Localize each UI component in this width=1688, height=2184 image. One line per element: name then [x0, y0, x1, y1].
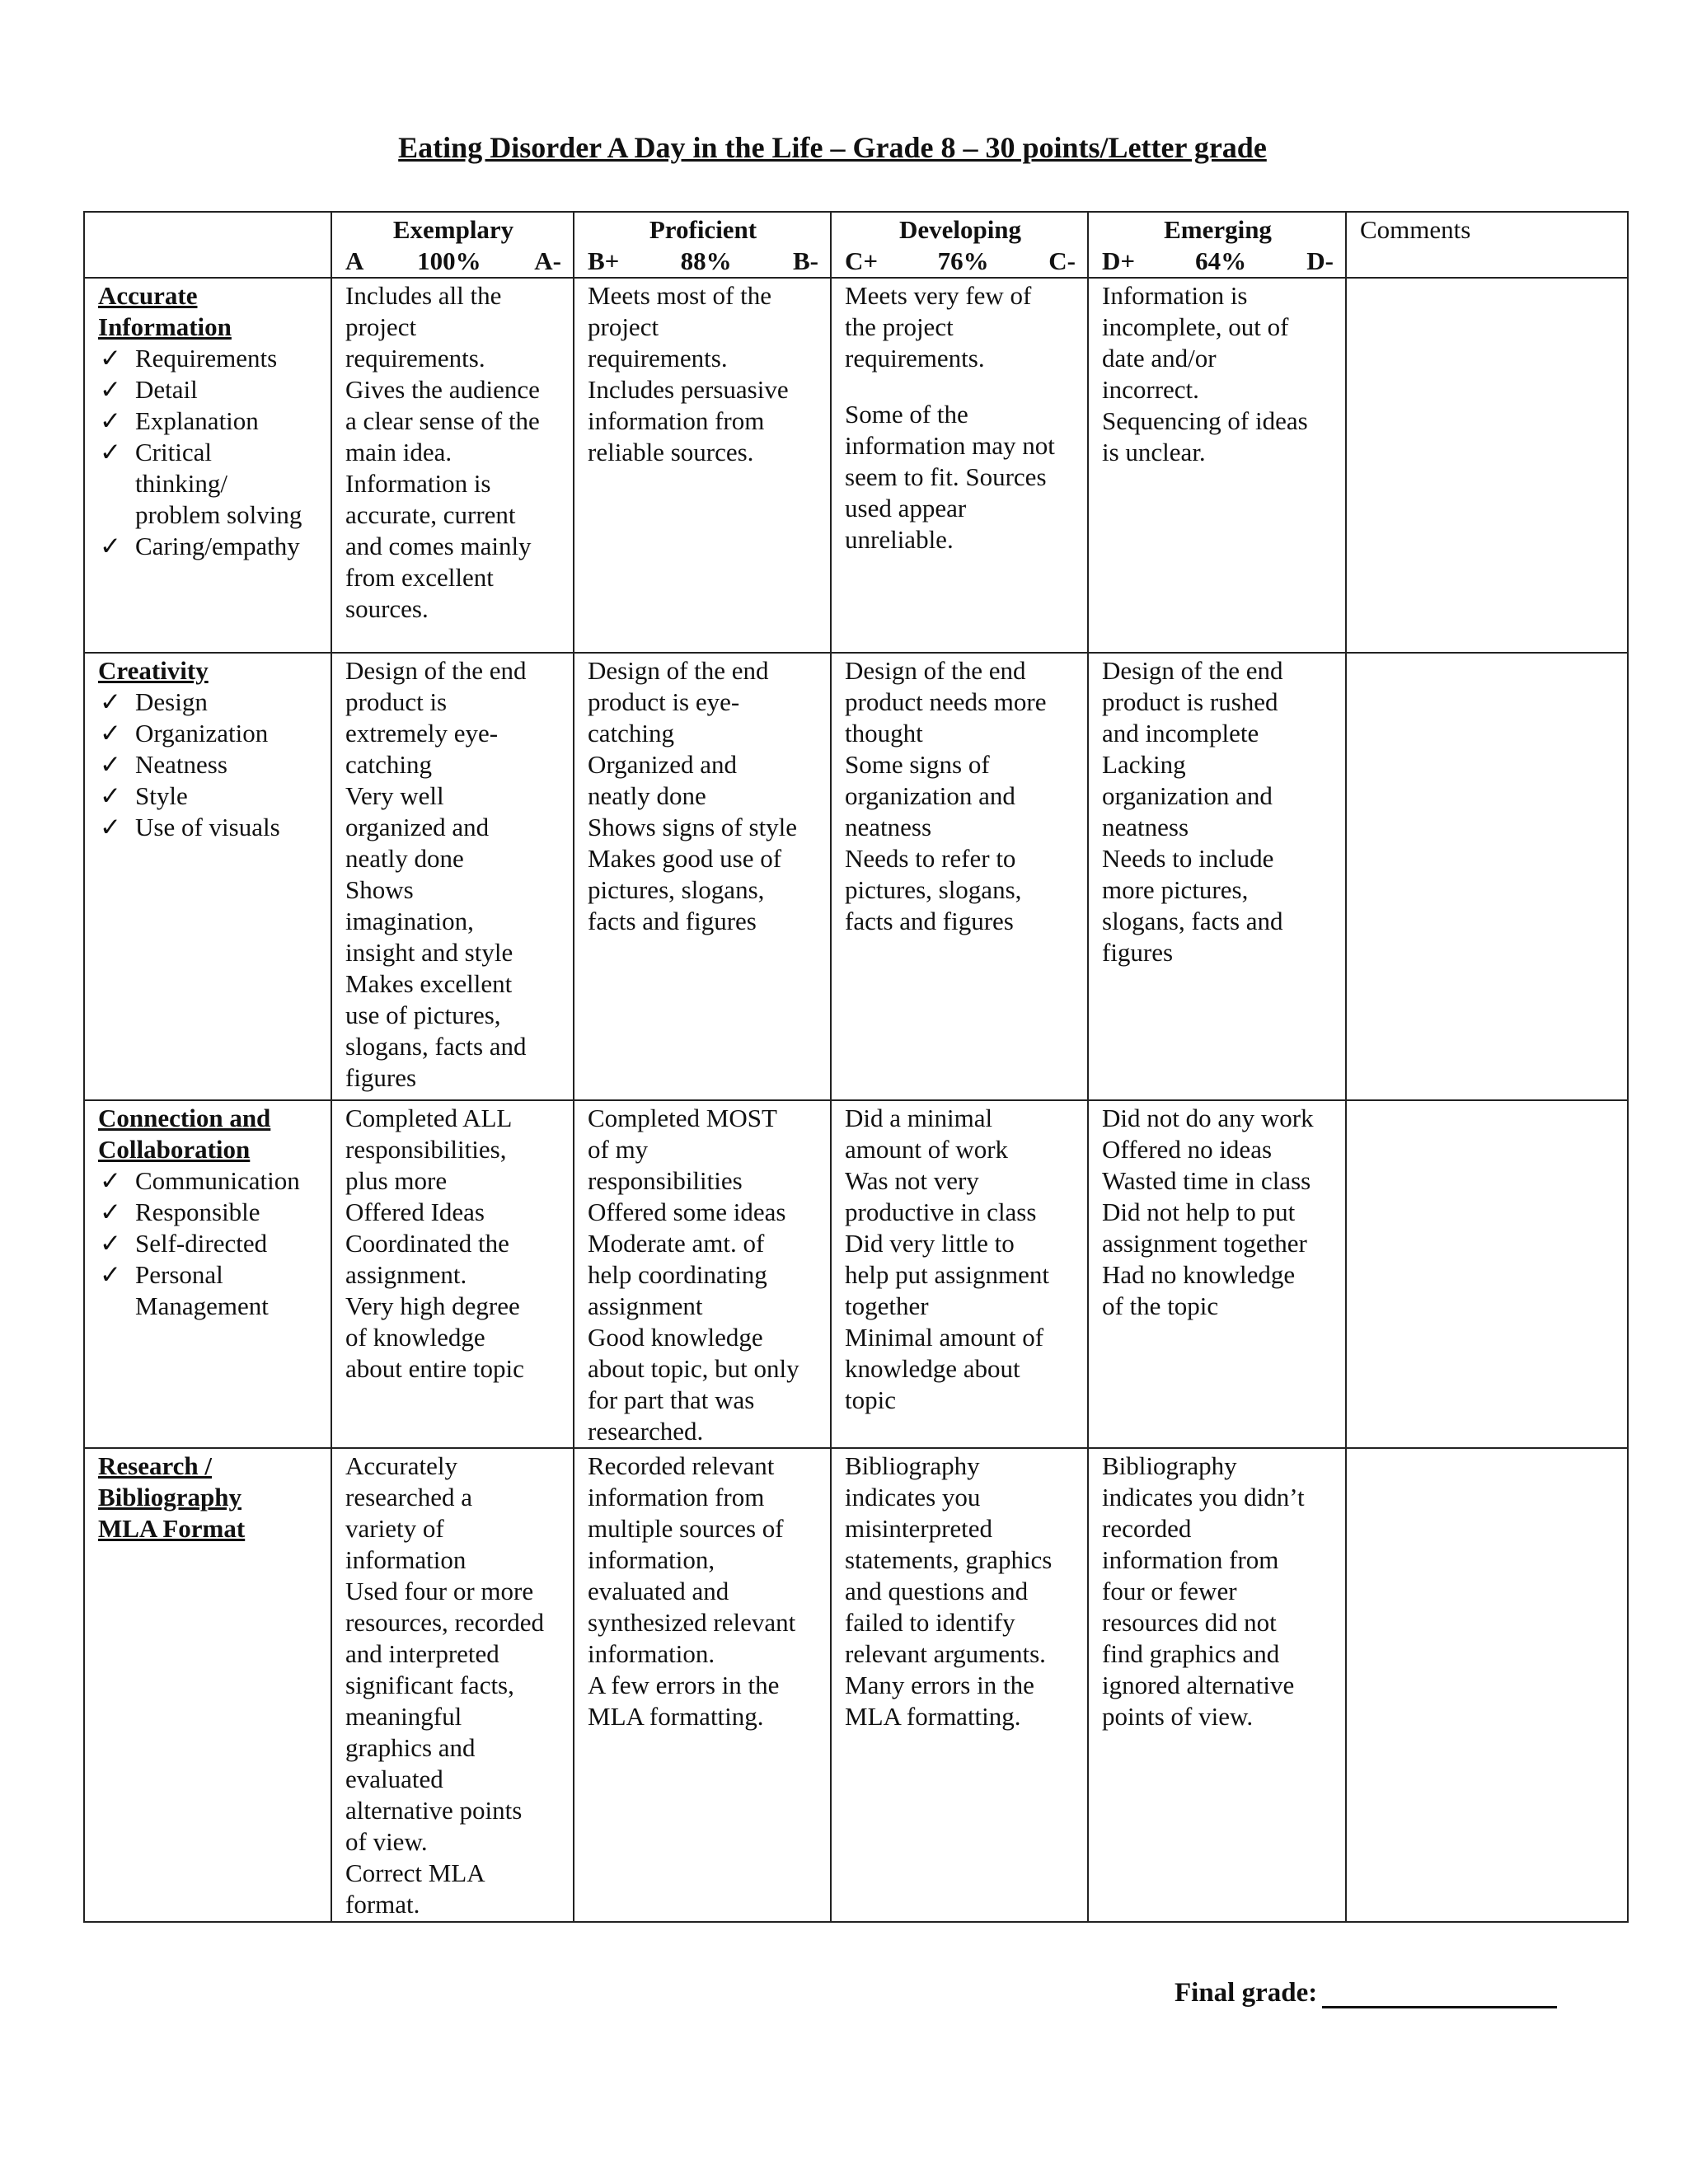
- descriptor-line: find graphics and: [1102, 1639, 1280, 1668]
- descriptor-line: pictures, slogans,: [845, 875, 1022, 904]
- descriptor-line: Did very little to: [845, 1229, 1015, 1258]
- checklist-item-label: Communication: [135, 1166, 300, 1195]
- checklist-item-label: Caring/empathy: [135, 532, 300, 560]
- criterion-row: [84, 653, 1628, 1100]
- descriptor-line: indicates you: [845, 1483, 981, 1511]
- checklist-item-label: Self-directed: [135, 1229, 268, 1258]
- descriptor-line: of knowledge: [345, 1323, 485, 1352]
- comments-cell[interactable]: [1346, 278, 1628, 653]
- checkmark-icon: ✓: [100, 375, 121, 404]
- descriptor-line: statements, graphics: [845, 1545, 1053, 1574]
- descriptor-line: facts and figures: [845, 907, 1014, 935]
- descriptor-line: Design of the end: [845, 656, 1026, 685]
- descriptor-line: misinterpreted: [845, 1514, 993, 1543]
- descriptor-developing: [831, 653, 1088, 1100]
- descriptor-line: slogans, facts and: [1102, 907, 1283, 935]
- descriptor-line: Sequencing of ideas: [1102, 406, 1308, 435]
- criterion-checklist: [98, 343, 319, 562]
- level-header-proficient: Proficient B+ 88% B-: [574, 212, 831, 278]
- descriptor-line: for part that was: [588, 1385, 755, 1414]
- descriptor-line: and questions and: [845, 1577, 1029, 1605]
- descriptor-line: Completed ALL: [345, 1104, 513, 1132]
- descriptor-line: neatly done: [345, 844, 464, 873]
- descriptor-line: MLA formatting.: [588, 1702, 764, 1731]
- checkmark-icon: ✓: [100, 1197, 121, 1226]
- checkmark-icon: ✓: [100, 438, 121, 466]
- descriptor-line: Did not do any work: [1102, 1104, 1314, 1132]
- descriptor-line: date and/or: [1102, 344, 1217, 373]
- descriptor-line: main idea.: [345, 438, 452, 466]
- grade-low: B-: [793, 246, 818, 275]
- descriptor-line: more pictures,: [1102, 875, 1249, 904]
- descriptor-line: sources.: [345, 594, 429, 623]
- descriptor-proficient: [574, 1448, 831, 1922]
- descriptor-line: help put assignment: [845, 1260, 1049, 1289]
- descriptor-line: resources, recorded: [345, 1608, 544, 1637]
- descriptor-spacer: [845, 374, 1076, 399]
- checkmark-icon: ✓: [100, 687, 121, 716]
- descriptor-line: product needs more: [845, 687, 1047, 716]
- descriptor-line: ignored alternative: [1102, 1671, 1295, 1699]
- descriptor-line: Includes persuasive: [588, 375, 789, 404]
- descriptor-line: slogans, facts and: [345, 1032, 527, 1061]
- descriptor-line: together: [845, 1291, 929, 1320]
- descriptor-line: product is eye-: [588, 687, 740, 716]
- criterion-title: Connection and: [98, 1104, 271, 1132]
- descriptor-line: accurate, current: [345, 500, 516, 529]
- criterion-title: MLA Format: [98, 1514, 246, 1543]
- grade-percent: 100%: [417, 246, 481, 275]
- descriptor-line: requirements.: [845, 344, 985, 373]
- descriptor-line: seem to fit. Sources: [845, 462, 1047, 491]
- descriptor-line: information may not: [845, 431, 1055, 460]
- descriptor-line: imagination,: [345, 907, 474, 935]
- descriptor-line: synthesized relevant: [588, 1608, 796, 1637]
- grade-high: C+: [845, 246, 879, 275]
- criterion-title: Collaboration: [98, 1135, 251, 1164]
- descriptor-line: thought: [845, 719, 923, 748]
- final-grade-blank[interactable]: [1322, 1981, 1557, 2008]
- comments-cell[interactable]: [1346, 1100, 1628, 1448]
- descriptor-line: significant facts,: [345, 1671, 514, 1699]
- page-title: Eating Disorder A Day in the Life – Grade 8 – 30 points/Letter grade: [398, 131, 1267, 164]
- descriptor-exemplary: [331, 1100, 574, 1448]
- descriptor-exemplary: [331, 653, 574, 1100]
- descriptor-line: knowledge about: [845, 1354, 1020, 1383]
- descriptor-line: of the topic: [1102, 1291, 1219, 1320]
- level-header-developing: Developing C+ 76% C-: [831, 212, 1088, 278]
- descriptor-emerging: [1088, 278, 1346, 653]
- descriptor-line: Makes excellent: [345, 969, 513, 998]
- descriptor-line: Offered Ideas: [345, 1197, 485, 1226]
- descriptor-line: relevant arguments.: [845, 1639, 1046, 1668]
- descriptor-line: Design of the end: [345, 656, 527, 685]
- grade-high: D+: [1102, 246, 1136, 275]
- checklist-item-label: Explanation: [135, 406, 259, 435]
- checklist-item: [98, 687, 319, 718]
- descriptor-line: MLA formatting.: [845, 1702, 1021, 1731]
- descriptor-line: four or fewer: [1102, 1577, 1237, 1605]
- descriptor-line: neatness: [845, 813, 932, 841]
- descriptor-line: assignment: [588, 1291, 703, 1320]
- checklist-item-label: Management: [135, 1291, 269, 1320]
- descriptor-proficient: [574, 653, 831, 1100]
- descriptor-line: information.: [588, 1639, 715, 1668]
- checklist-item: [98, 718, 319, 749]
- descriptor-line: neatly done: [588, 781, 706, 810]
- descriptor-line: recorded: [1102, 1514, 1192, 1543]
- descriptor-line: and comes mainly: [345, 532, 532, 560]
- descriptor-line: Very high degree: [345, 1291, 520, 1320]
- descriptor-line: topic: [845, 1385, 896, 1414]
- descriptor-line: Did not help to put: [1102, 1197, 1296, 1226]
- criterion-cell: [84, 1100, 331, 1448]
- descriptor-line: variety of: [345, 1514, 444, 1543]
- final-grade-label: Final grade:: [1175, 1978, 1318, 2008]
- checklist-item-label: Design: [135, 687, 208, 716]
- checklist-item-label: Requirements: [135, 344, 278, 373]
- criterion-title: Bibliography: [98, 1483, 241, 1511]
- descriptor-line: incorrect.: [1102, 375, 1199, 404]
- descriptor-line: Good knowledge: [588, 1323, 763, 1352]
- checklist-item: [98, 374, 319, 405]
- criterion-checklist: [98, 687, 319, 843]
- final-grade: [1175, 1978, 1557, 2008]
- checklist-item-label: Organization: [135, 719, 269, 748]
- descriptor-line: Includes all the: [345, 281, 502, 310]
- descriptor-exemplary: [331, 1448, 574, 1922]
- level-header-emerging: Emerging D+ 64% D-: [1088, 212, 1346, 278]
- descriptor-line: Shows signs of style: [588, 813, 798, 841]
- level-header-exemplary: Exemplary A 100% A-: [331, 212, 574, 278]
- descriptor-line: Design of the end: [1102, 656, 1283, 685]
- grade-percent: 88%: [680, 246, 732, 275]
- descriptor-line: Minimal amount of: [845, 1323, 1044, 1352]
- descriptor-line: Makes good use of: [588, 844, 782, 873]
- descriptor-line: responsibilities,: [345, 1135, 507, 1164]
- descriptor-line: assignment together: [1102, 1229, 1307, 1258]
- descriptor-line: Completed MOST: [588, 1104, 777, 1132]
- checklist-item: [98, 1228, 319, 1259]
- criterion-cell: [84, 653, 331, 1100]
- checklist-item: [98, 1259, 319, 1322]
- descriptor-developing: [831, 1100, 1088, 1448]
- grade-high: A: [345, 246, 364, 275]
- checklist-item: [98, 437, 319, 531]
- comments-header: Comments: [1346, 212, 1628, 278]
- descriptor-line: meaningful: [345, 1702, 462, 1731]
- criterion-checklist: [98, 1165, 319, 1322]
- descriptor-line: Accurately: [345, 1451, 457, 1480]
- descriptor-emerging: [1088, 653, 1346, 1100]
- descriptor-line: evaluated: [345, 1765, 443, 1793]
- checkmark-icon: ✓: [100, 781, 121, 810]
- descriptor-line: organization and: [1102, 781, 1273, 810]
- descriptor-line: requirements.: [588, 344, 728, 373]
- checklist-item: [98, 812, 319, 843]
- descriptor-emerging: [1088, 1100, 1346, 1448]
- descriptor-proficient: [574, 278, 831, 653]
- checkmark-icon: ✓: [100, 719, 121, 748]
- criterion-title: Accurate: [98, 281, 198, 310]
- descriptor-line: help coordinating: [588, 1260, 767, 1289]
- descriptor-line: neatness: [1102, 813, 1189, 841]
- grade-percent: 76%: [937, 246, 989, 275]
- descriptor-line: Had no knowledge: [1102, 1260, 1296, 1289]
- descriptor-line: Was not very: [845, 1166, 979, 1195]
- descriptor-line: researched.: [588, 1417, 704, 1446]
- descriptor-line: product is: [345, 687, 448, 716]
- descriptor-line: Bibliography: [1102, 1451, 1237, 1480]
- checklist-item: [98, 780, 319, 812]
- descriptor-line: use of pictures,: [345, 1001, 501, 1029]
- descriptor-line: catching: [345, 750, 433, 779]
- checklist-item-label: Responsible: [135, 1197, 260, 1226]
- descriptor-line: Used four or more: [345, 1577, 534, 1605]
- descriptor-line: assignment.: [345, 1260, 467, 1289]
- checklist-item-label: Style: [135, 781, 188, 810]
- checkmark-icon: ✓: [100, 406, 121, 435]
- descriptor-line: Shows: [345, 875, 414, 904]
- descriptor-line: is unclear.: [1102, 438, 1206, 466]
- checkmark-icon: ✓: [100, 1229, 121, 1258]
- grade-low: C-: [1048, 246, 1076, 275]
- descriptor-line: Needs to include: [1102, 844, 1274, 873]
- descriptor-line: Offered no ideas: [1102, 1135, 1273, 1164]
- checklist-item: [98, 1197, 319, 1228]
- comments-cell[interactable]: [1346, 1448, 1628, 1922]
- descriptor-line: Needs to refer to: [845, 844, 1016, 873]
- checklist-item: [98, 1165, 319, 1197]
- descriptor-line: figures: [345, 1063, 417, 1092]
- descriptor-line: A few errors in the: [588, 1671, 780, 1699]
- descriptor-line: information from: [1102, 1545, 1279, 1574]
- descriptor-line: researched a: [345, 1483, 473, 1511]
- descriptor-line: reliable sources.: [588, 438, 754, 466]
- descriptor-line: information from: [588, 406, 765, 435]
- descriptor-line: Bibliography: [845, 1451, 980, 1480]
- criterion-row: [84, 278, 1628, 653]
- checklist-item-label: Neatness: [135, 750, 227, 779]
- descriptor-line: alternative points: [345, 1796, 523, 1825]
- checklist-item: [98, 531, 319, 562]
- descriptor-line: resources did not: [1102, 1608, 1277, 1637]
- rubric-table: [83, 211, 1629, 1923]
- descriptor-line: project: [588, 312, 659, 341]
- checklist-item: [98, 343, 319, 374]
- checkmark-icon: ✓: [100, 1260, 121, 1289]
- descriptor-line: Some signs of: [845, 750, 990, 779]
- checklist-item-label: Personal: [135, 1260, 223, 1289]
- descriptor-line: incomplete, out of: [1102, 312, 1289, 341]
- descriptor-line: about entire topic: [345, 1354, 524, 1383]
- descriptor-line: points of view.: [1102, 1702, 1254, 1731]
- descriptor-line: Correct MLA: [345, 1858, 485, 1887]
- descriptor-developing: [831, 278, 1088, 653]
- checklist-item-label: Use of visuals: [135, 813, 280, 841]
- checkmark-icon: ✓: [100, 813, 121, 841]
- descriptor-line: Did a minimal: [845, 1104, 993, 1132]
- descriptor-line: organization and: [845, 781, 1015, 810]
- descriptor-proficient: [574, 1100, 831, 1448]
- descriptor-line: of my: [588, 1135, 649, 1164]
- descriptor-emerging: [1088, 1448, 1346, 1922]
- descriptor-line: graphics and: [345, 1733, 476, 1762]
- descriptor-exemplary: [331, 278, 574, 653]
- descriptor-line: insight and style: [345, 938, 513, 967]
- descriptor-line: Offered some ideas: [588, 1197, 786, 1226]
- descriptor-line: information,: [588, 1545, 715, 1574]
- descriptor-line: information: [345, 1545, 467, 1574]
- descriptor-line: Coordinated the: [345, 1229, 509, 1258]
- descriptor-line: Information is: [1102, 281, 1248, 310]
- descriptor-developing: [831, 1448, 1088, 1922]
- descriptor-line: multiple sources of: [588, 1514, 784, 1543]
- criterion-row: [84, 1100, 1628, 1448]
- criterion-title: Research /: [98, 1451, 213, 1480]
- descriptor-line: Some of the: [845, 400, 968, 429]
- checklist-item: [98, 405, 319, 437]
- grade-percent: 64%: [1195, 246, 1247, 275]
- header-row: [84, 212, 1628, 278]
- grade-low: A-: [534, 246, 561, 275]
- descriptor-line: information from: [588, 1483, 765, 1511]
- grade-high: B+: [588, 246, 620, 275]
- descriptor-line: organized and: [345, 813, 490, 841]
- descriptor-line: product is rushed: [1102, 687, 1278, 716]
- descriptor-line: responsibilities: [588, 1166, 743, 1195]
- descriptor-line: evaluated and: [588, 1577, 729, 1605]
- descriptor-line: Information is: [345, 469, 491, 498]
- checkmark-icon: ✓: [100, 344, 121, 373]
- checkmark-icon: ✓: [100, 1166, 121, 1195]
- descriptor-line: Design of the end: [588, 656, 769, 685]
- descriptor-line: a clear sense of the: [345, 406, 540, 435]
- descriptor-line: of view.: [345, 1827, 428, 1856]
- checklist-item-label: Detail: [135, 375, 198, 404]
- descriptor-line: productive in class: [845, 1197, 1037, 1226]
- criterion-title: Creativity: [98, 656, 209, 685]
- descriptor-line: used appear: [845, 494, 967, 523]
- descriptor-line: Wasted time in class: [1102, 1166, 1311, 1195]
- descriptor-line: and incomplete: [1102, 719, 1259, 748]
- descriptor-line: Gives the audience: [345, 375, 540, 404]
- checklist-item-label: Critical: [135, 438, 212, 466]
- descriptor-line: about topic, but only: [588, 1354, 799, 1383]
- descriptor-line: the project: [845, 312, 954, 341]
- descriptor-line: requirements.: [345, 344, 485, 373]
- grade-low: D-: [1306, 246, 1334, 275]
- descriptor-line: Recorded relevant: [588, 1451, 775, 1480]
- descriptor-line: extremely eye-: [345, 719, 499, 748]
- comments-cell[interactable]: [1346, 653, 1628, 1100]
- descriptor-line: Organized and: [588, 750, 738, 779]
- descriptor-line: from excellent: [345, 563, 494, 592]
- checkmark-icon: ✓: [100, 750, 121, 779]
- criterion-cell: [84, 278, 331, 653]
- corner-cell: [84, 212, 331, 278]
- descriptor-line: Many errors in the: [845, 1671, 1034, 1699]
- descriptor-line: Moderate amt. of: [588, 1229, 765, 1258]
- descriptor-line: unreliable.: [845, 525, 954, 554]
- descriptor-line: Meets very few of: [845, 281, 1032, 310]
- descriptor-line: facts and figures: [588, 907, 757, 935]
- checkmark-icon: ✓: [100, 532, 121, 560]
- descriptor-line: Lacking: [1102, 750, 1186, 779]
- descriptor-line: failed to identify: [845, 1608, 1015, 1637]
- checklist-item: [98, 749, 319, 780]
- descriptor-line: figures: [1102, 938, 1174, 967]
- criterion-title: Information: [98, 312, 232, 341]
- descriptor-line: Meets most of the: [588, 281, 771, 310]
- descriptor-line: amount of work: [845, 1135, 1009, 1164]
- descriptor-line: catching: [588, 719, 675, 748]
- descriptor-line: plus more: [345, 1166, 448, 1195]
- descriptor-line: project: [345, 312, 417, 341]
- checklist-item-label: thinking/: [135, 469, 227, 498]
- criterion-row: [84, 1448, 1628, 1922]
- descriptor-line: format.: [345, 1890, 420, 1919]
- descriptor-line: and interpreted: [345, 1639, 499, 1668]
- descriptor-line: pictures, slogans,: [588, 875, 765, 904]
- descriptor-line: Very well: [345, 781, 444, 810]
- criterion-cell: [84, 1448, 331, 1922]
- checklist-item-label: problem solving: [135, 500, 302, 529]
- descriptor-line: indicates you didn’t: [1102, 1483, 1305, 1511]
